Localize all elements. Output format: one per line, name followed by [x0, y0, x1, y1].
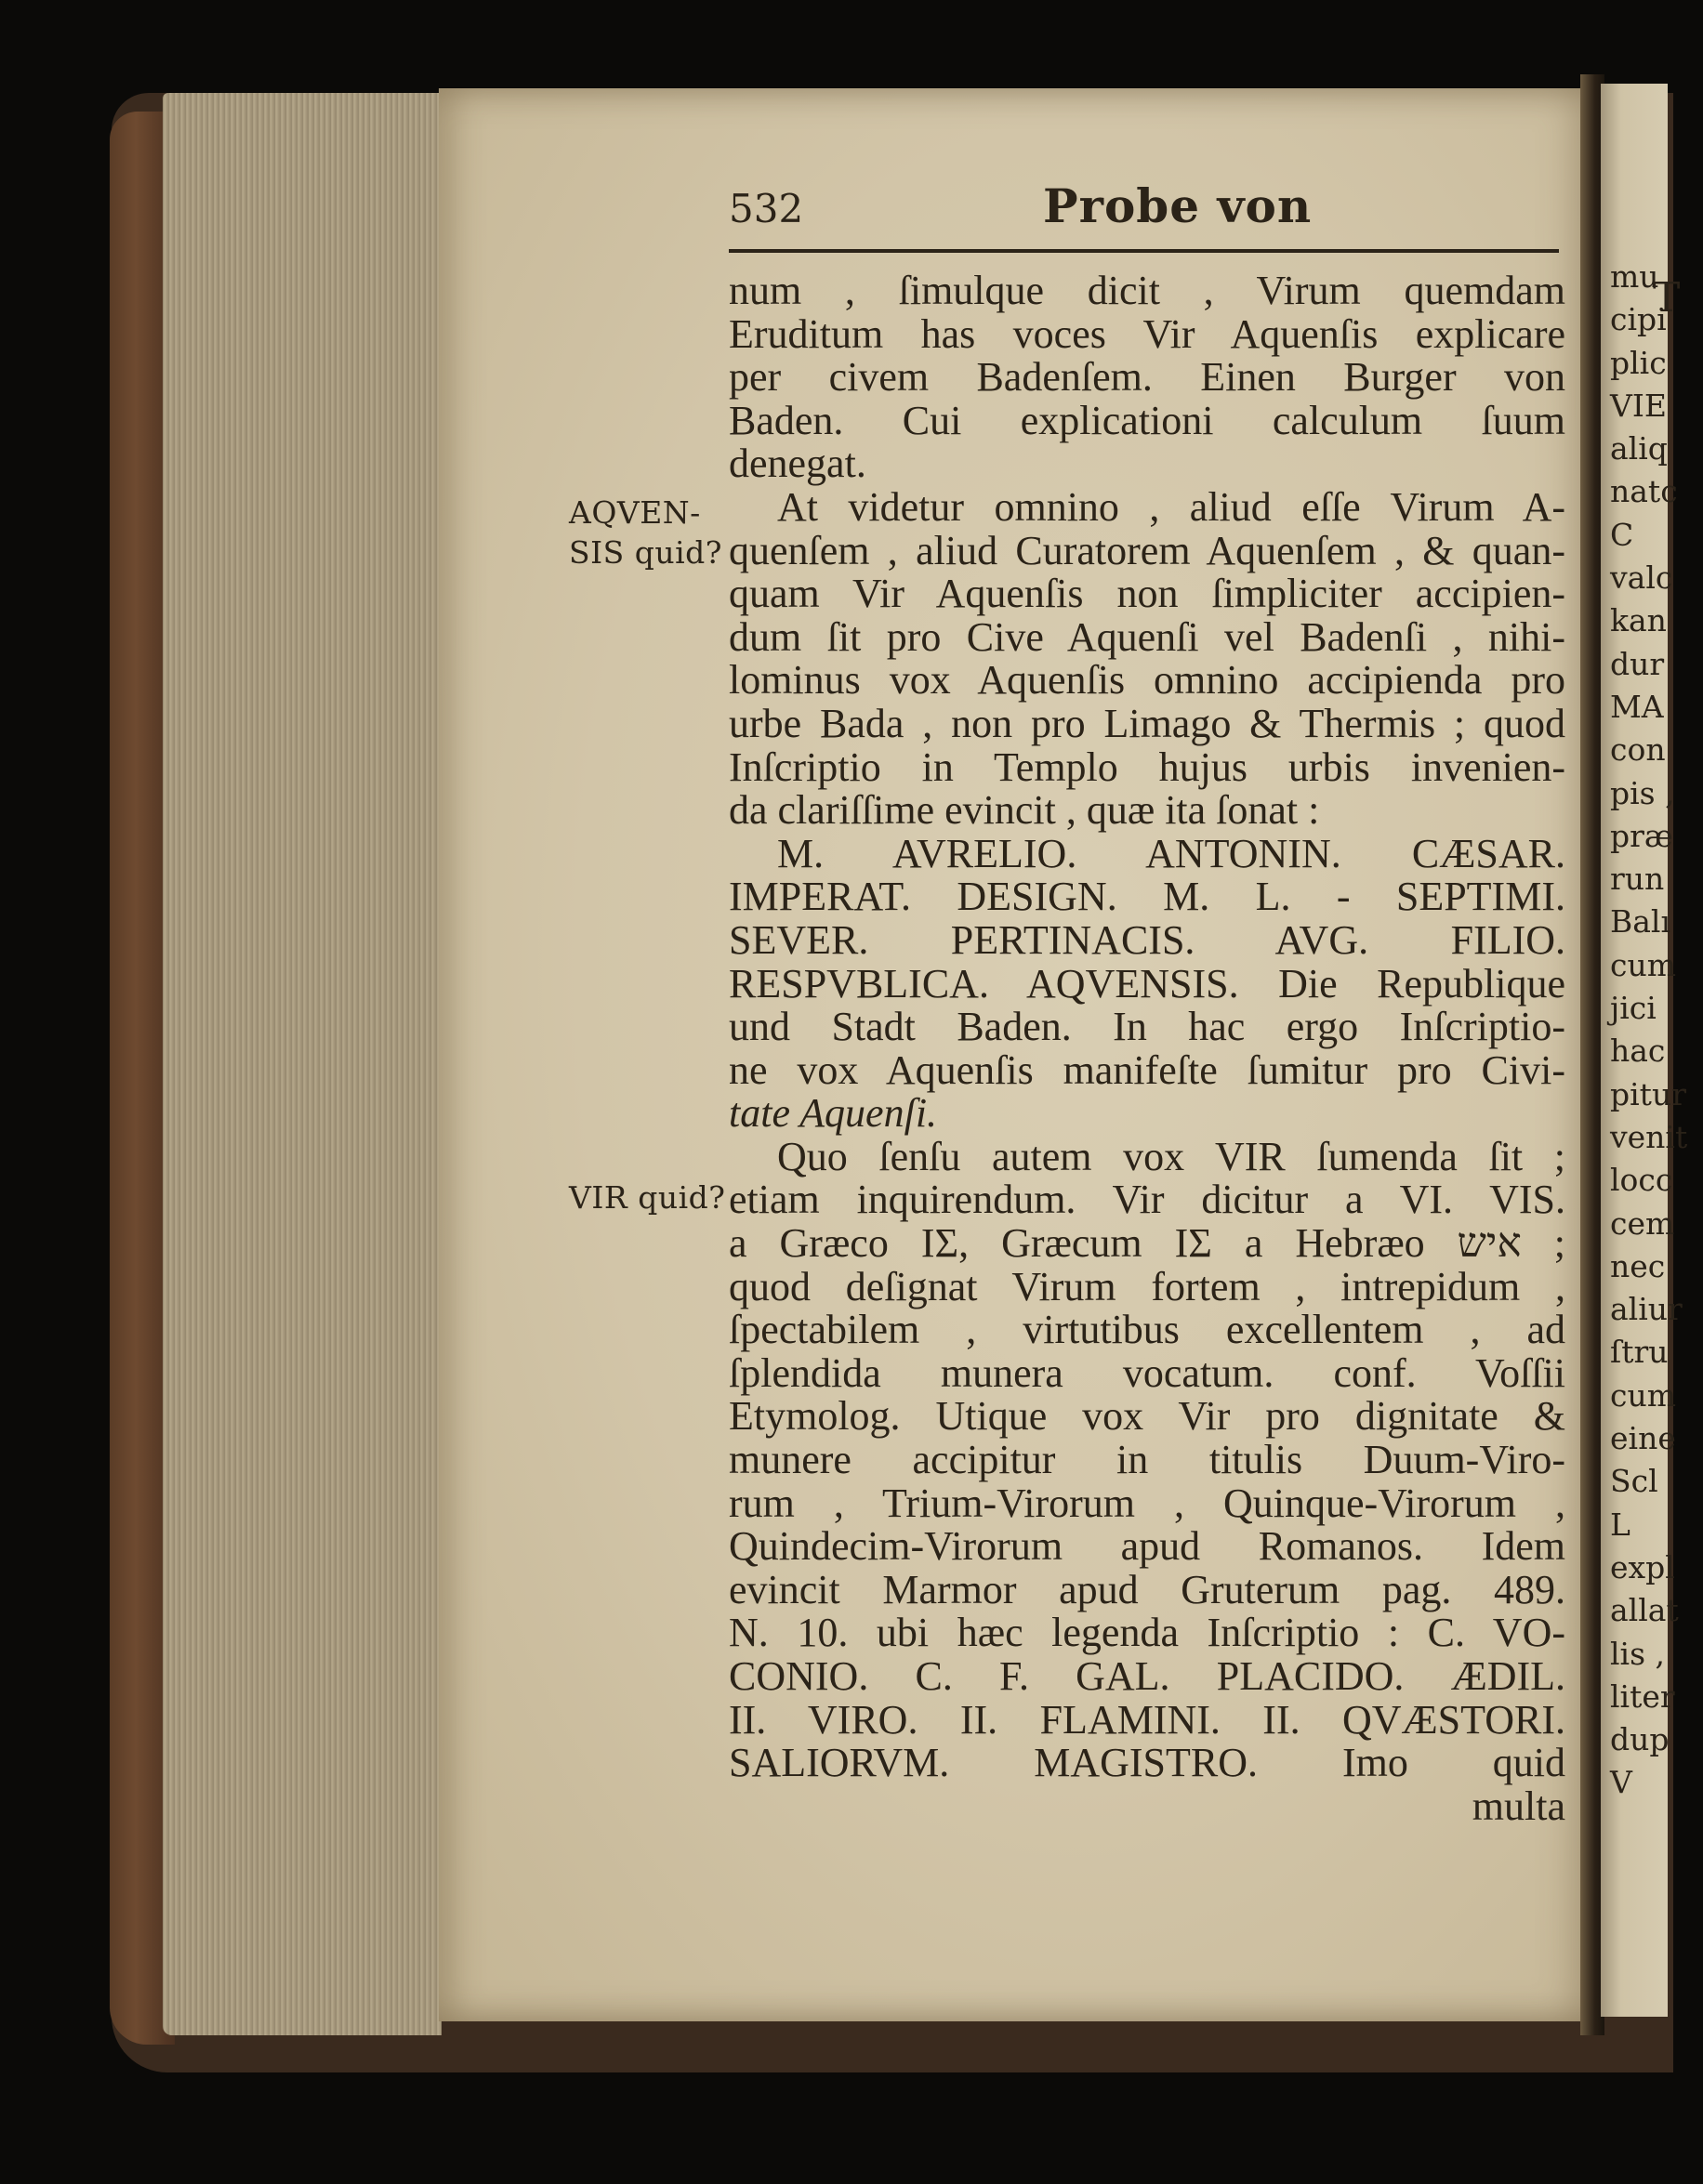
facing-line: jici — [1610, 990, 1657, 1027]
margin-note-aquensis-2: SIS quid? — [569, 534, 722, 571]
text-line: tate Aquenſi. — [729, 1090, 938, 1137]
facing-line: liter — [1610, 1677, 1675, 1715]
facing-line: nec — [1610, 1247, 1666, 1284]
text-line: ſplendida munera vocatum. conf. Voſſii — [729, 1349, 1565, 1396]
facing-line: aliur — [1610, 1291, 1683, 1328]
facing-line: pitur — [1610, 1075, 1686, 1112]
facing-line: allat — [1610, 1592, 1679, 1629]
text-line: Etymolog. Utique vox Vir pro dignitate & — [729, 1393, 1565, 1440]
text-line: II. VIRO. II. FLAMINI. II. QVÆSTORI. — [729, 1696, 1565, 1743]
text-line: da clariſſime evincit , quæ ita ſonat : — [729, 787, 1320, 834]
facing-line: VIE — [1610, 387, 1667, 424]
facing-line: lis , — [1610, 1635, 1666, 1672]
text-line: Eruditum has voces Vir Aquenſis explicare — [729, 310, 1565, 357]
facing-line: cum — [1610, 946, 1677, 983]
text-line: a Græco ΙΣ, Græcum ΙΣ a Hebræo איש ; — [729, 1220, 1565, 1267]
text-line: M. AVRELIO. ANTONIN. CÆSAR. — [777, 830, 1565, 876]
facing-line: locc — [1610, 1162, 1673, 1199]
text-line: denegat. — [729, 441, 866, 487]
text-line: Baden. Cui explicationi calculum ſuum — [729, 397, 1565, 443]
facing-line: dup — [1610, 1721, 1670, 1758]
facing-line: hac — [1610, 1033, 1666, 1070]
header-rule — [729, 249, 1559, 253]
text-line: urbe Bada , non pro Limago & Thermis ; quod — [729, 700, 1565, 746]
text-line: evincit Marmor apud Gruterum pag. 489. — [729, 1566, 1565, 1612]
facing-line: præ — [1610, 817, 1673, 854]
body-text — [729, 270, 1565, 1828]
margin-note-aquensis-1: AQVEN- — [569, 494, 701, 531]
text-line: ſpectabilem , virtutibus excellentem , ad — [729, 1307, 1565, 1353]
text-line: dum ſit pro Cive Aquenſi vel Badenſi , nihi- — [729, 613, 1565, 660]
facing-line: V — [1610, 1764, 1632, 1801]
facing-line: MA — [1610, 688, 1664, 725]
facing-line: eine — [1610, 1420, 1676, 1457]
facing-line: cipi — [1610, 301, 1667, 338]
facing-line: pis , — [1610, 774, 1675, 811]
text-line: quam Vir Aquenſis non ſimpliciter accipien- — [729, 571, 1565, 617]
facing-line: L — [1610, 1506, 1630, 1543]
text-line: etiam inquirendum. Vir dicitur a VI. VIS. — [729, 1177, 1565, 1223]
text-line: CONIO. C. F. GAL. PLACIDO. ÆDIL. — [729, 1653, 1565, 1699]
text-line: munere accipitur in titulis Duum-Viro- — [729, 1437, 1565, 1483]
running-head — [729, 178, 1565, 243]
facing-line: cum — [1610, 1376, 1677, 1414]
facing-line: con — [1610, 731, 1666, 769]
text-line: num , ſimulque dicit , Virum quemdam — [729, 268, 1565, 313]
page-edges — [163, 93, 442, 2035]
facing-line: aliq — [1610, 430, 1668, 467]
facing-page-head-letter: T — [1653, 274, 1681, 322]
facing-line: run — [1610, 861, 1665, 898]
facing-line: plic — [1610, 344, 1667, 381]
text-line: ne vox Aquenſis manifeſte ſumitur pro Civi- — [729, 1046, 1565, 1093]
text-line: per civem Badenſem. Einen Burger von — [729, 354, 1565, 401]
text-line: Inſcriptio in Templo hujus urbis invenien- — [729, 743, 1565, 790]
text-line: und Stadt Baden. In hac ergo Inſcriptio- — [729, 1004, 1565, 1050]
margin-note-vir: VIR quid? — [569, 1179, 726, 1216]
text-line: Quindecim-Virorum apud Romanos. Idem — [729, 1523, 1565, 1570]
text-line: At videtur omnino , aliud eſſe Virum A- — [777, 483, 1565, 530]
facing-page-edge — [1601, 84, 1688, 2017]
text-line: quenſem , aliud Curatorem Aquenſem , & quan- — [729, 527, 1565, 573]
text-line: lominus vox Aquenſis omnino accipienda pro — [729, 657, 1565, 704]
facing-line: Scl — [1610, 1463, 1658, 1500]
facing-line: valc — [1610, 559, 1673, 597]
facing-line: expl — [1610, 1548, 1675, 1585]
facing-line: ſtru — [1610, 1334, 1669, 1371]
text-line: RESPVBLICA. AQVENSIS. Die Republique — [729, 960, 1565, 1006]
facing-line: dur — [1610, 645, 1665, 682]
text-line: SALIORVM. MAGISTRO. Imo quid — [729, 1740, 1565, 1786]
text-line: Quo ſenſu autem vox VIR ſumenda ſit ; — [777, 1133, 1565, 1179]
facing-line: venit — [1610, 1118, 1688, 1155]
facing-line: Balı — [1610, 903, 1671, 941]
running-title: Probe von — [1043, 178, 1313, 233]
facing-line: natc — [1610, 473, 1678, 510]
page-number: 532 — [729, 186, 804, 231]
text-line: rum , Trium-Virorum , Quinque-Virorum , — [729, 1480, 1565, 1526]
text-line: IMPERAT. DESIGN. M. L. - SEPTIMI. — [729, 874, 1565, 920]
catchword: multa — [1472, 1783, 1565, 1829]
text-line: quod deſignat Virum fortem , intrepidum , — [729, 1263, 1565, 1309]
facing-line: C — [1610, 516, 1634, 553]
facing-page-text — [1610, 256, 1703, 1805]
text-line: N. 10. ubi hæc legenda Inſcriptio : C. VO- — [729, 1610, 1565, 1656]
text-line: SEVER. PERTINACIS. AVG. FILIO. — [729, 916, 1565, 963]
facing-line: mu — [1610, 258, 1659, 295]
facing-line: cem — [1610, 1204, 1675, 1242]
facing-line: kan — [1610, 602, 1667, 639]
